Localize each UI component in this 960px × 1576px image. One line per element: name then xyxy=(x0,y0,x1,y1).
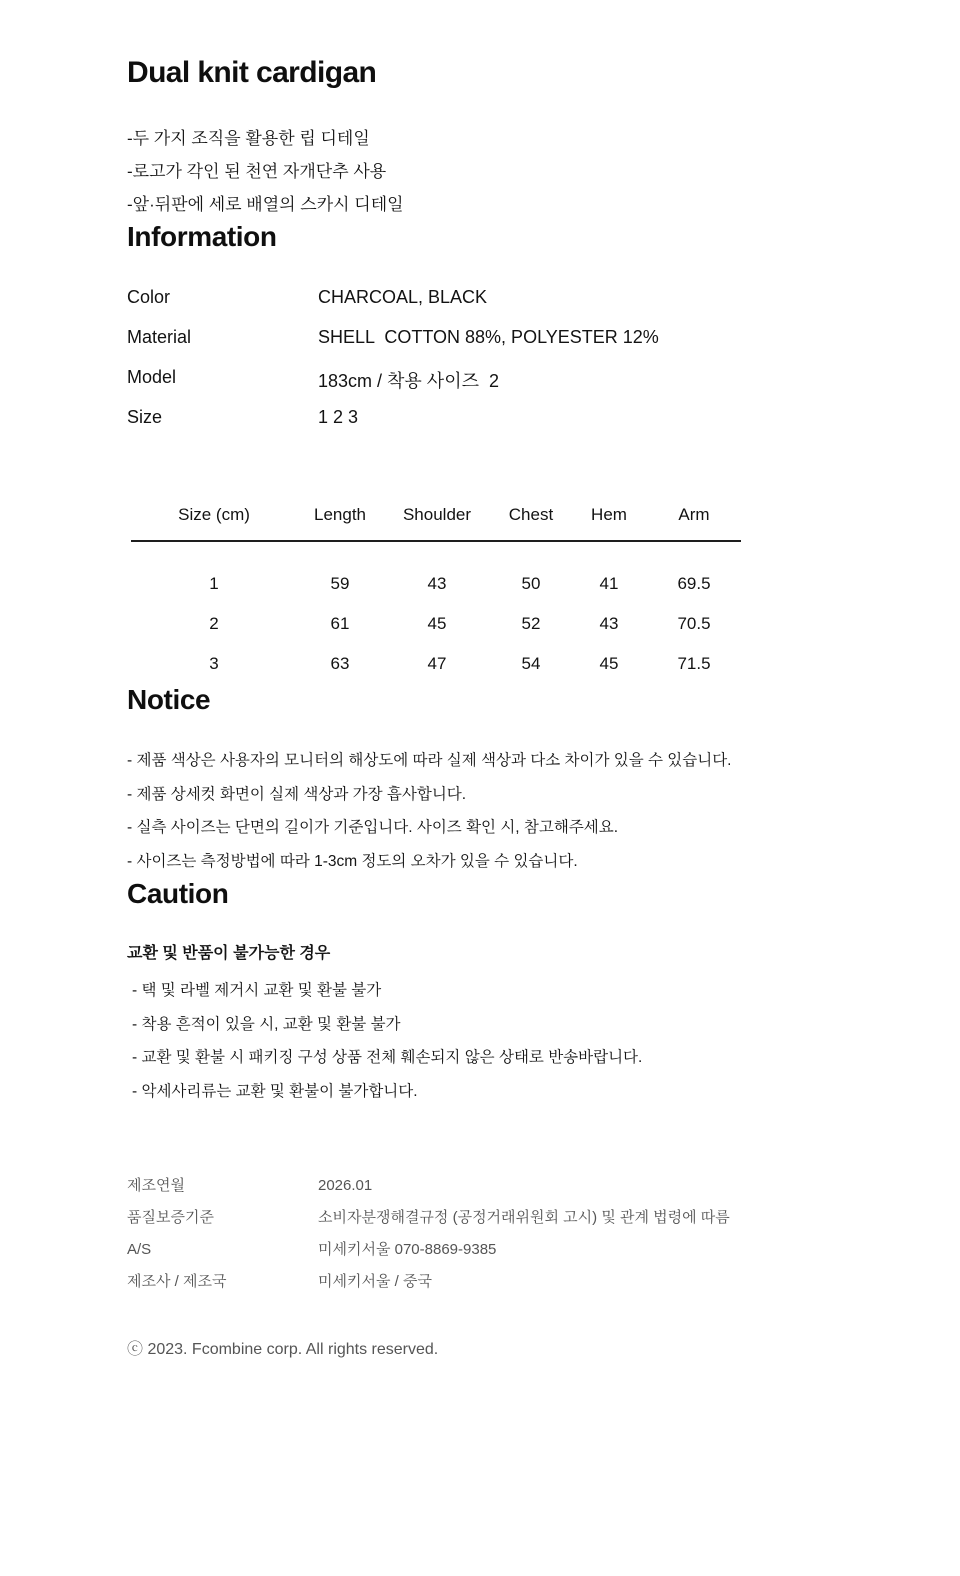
footer-row-manufacturer-country xyxy=(127,1266,920,1298)
size-table-cell: 69.5 xyxy=(677,574,711,593)
copyright-notice: ⓒ 2023. Fcombine corp. All rights reserved. xyxy=(127,1341,439,1358)
footer-row-as xyxy=(127,1234,920,1266)
notice-item: - 제품 색상은 사용자의 모니터의 해상도에 따라 실제 색상과 다소 차이가 있을 수 있습니다. xyxy=(127,752,732,769)
info-row-model xyxy=(127,367,920,407)
size-table-cell: 54 xyxy=(521,654,541,673)
size-table-cell: 41 xyxy=(599,574,619,593)
size-table-header-cell: Length xyxy=(314,505,366,524)
notice-heading: Notice xyxy=(127,684,211,715)
caution-item: - 악세사리류는 교환 및 환불이 불가합니다. xyxy=(132,1082,418,1100)
notice-item: - 실측 사이즈는 단면의 길이가 기준입니다. 사이즈 확인 시, 참고해주세요. xyxy=(127,819,619,836)
info-value: 1 2 3 xyxy=(318,407,359,427)
info-label: Material xyxy=(127,327,192,347)
footer-value: 미세키서울 / 중국 xyxy=(318,1273,432,1290)
info-label: Color xyxy=(127,287,171,307)
footer-row-warranty xyxy=(127,1202,920,1234)
caution-list xyxy=(127,974,920,1108)
size-table-cell: 43 xyxy=(599,614,619,633)
size-table-row xyxy=(131,644,741,684)
description-item: -로고가 각인 된 천연 자개단추 사용 xyxy=(127,162,387,181)
info-label: Size xyxy=(127,407,163,427)
caution-subheading: 교환 및 반품이 불가능한 경우 xyxy=(127,945,331,962)
footer-value: 미세키서울 070-8869-9385 xyxy=(318,1241,497,1258)
size-table-header-cell: Shoulder xyxy=(402,505,472,524)
size-table-row xyxy=(131,604,741,644)
info-row-material xyxy=(127,327,920,367)
footer-label: 품질보증기준 xyxy=(127,1209,214,1226)
product-title: Dual knit cardigan xyxy=(127,56,377,89)
size-table-header-row xyxy=(131,505,741,541)
size-table-cell: 45 xyxy=(599,654,619,673)
info-row-size xyxy=(127,407,920,447)
information-heading: Information xyxy=(127,221,277,252)
size-table-cell: 70.5 xyxy=(677,614,711,633)
notice-item: - 사이즈는 측정방법에 따라 1-3cm 정도의 오차가 있을 수 있습니다. xyxy=(127,852,578,870)
info-value: SHELL COTTON 88%, POLYESTER 12% xyxy=(318,327,659,347)
footer-label: 제조연월 xyxy=(127,1177,185,1194)
caution-heading: Caution xyxy=(127,878,229,909)
size-table-cell: 63 xyxy=(330,654,350,673)
size-table-cell: 1 xyxy=(209,574,219,593)
caution-item: - 택 및 라벨 제거시 교환 및 환불 불가 xyxy=(132,982,382,999)
size-table-row xyxy=(131,541,741,604)
size-table xyxy=(131,505,741,684)
info-value: 183cm / 착용 사이즈 2 xyxy=(318,371,499,391)
caution-item: - 착용 흔적이 있을 시, 교환 및 환불 불가 xyxy=(132,1015,401,1033)
size-table-cell: 47 xyxy=(427,654,447,673)
size-table-header-cell: Size (cm) xyxy=(178,505,250,524)
size-table-header-cell: Chest xyxy=(508,505,554,524)
footer-label: 제조사 / 제조국 xyxy=(127,1273,227,1290)
notice-list xyxy=(127,744,920,878)
notice-item: - 제품 상세컷 화면이 실제 색상과 가장 흡사합니다. xyxy=(127,785,467,803)
footer-label: A/S xyxy=(127,1241,152,1258)
size-table-cell: 45 xyxy=(427,614,447,633)
information-rows xyxy=(127,287,920,447)
info-row-color xyxy=(127,287,920,327)
caution-item: - 교환 및 환불 시 패키징 구성 상품 전체 훼손되지 않은 상태로 반송바랍니다. xyxy=(132,1049,643,1066)
size-table-header-cell: Hem xyxy=(591,505,627,524)
product-description-list xyxy=(127,122,920,221)
size-table-header-cell: Arm xyxy=(678,505,710,524)
size-table-cell: 59 xyxy=(330,574,350,593)
description-item: -앞·뒤판에 세로 배열의 스카시 디테일 xyxy=(127,195,404,214)
description-item: -두 가지 조직을 활용한 립 디테일 xyxy=(127,129,370,148)
size-table-cell: 43 xyxy=(427,574,447,593)
footer-row-manufacture-date xyxy=(127,1170,920,1202)
manufacturer-info xyxy=(127,1170,920,1298)
size-table-cell: 2 xyxy=(209,614,219,633)
size-table-cell: 71.5 xyxy=(677,654,711,673)
size-table-cell: 61 xyxy=(330,614,350,633)
footer-value: 2026.01 xyxy=(318,1177,373,1194)
size-table-cell: 50 xyxy=(521,574,541,593)
info-label: Model xyxy=(127,367,177,387)
info-value: CHARCOAL, BLACK xyxy=(318,287,488,307)
footer-value: 소비자분쟁해결규정 (공정거래위원회 고시) 및 관계 법령에 따름 xyxy=(318,1209,730,1226)
size-table-cell: 52 xyxy=(521,614,541,633)
size-table-cell: 3 xyxy=(209,654,219,673)
